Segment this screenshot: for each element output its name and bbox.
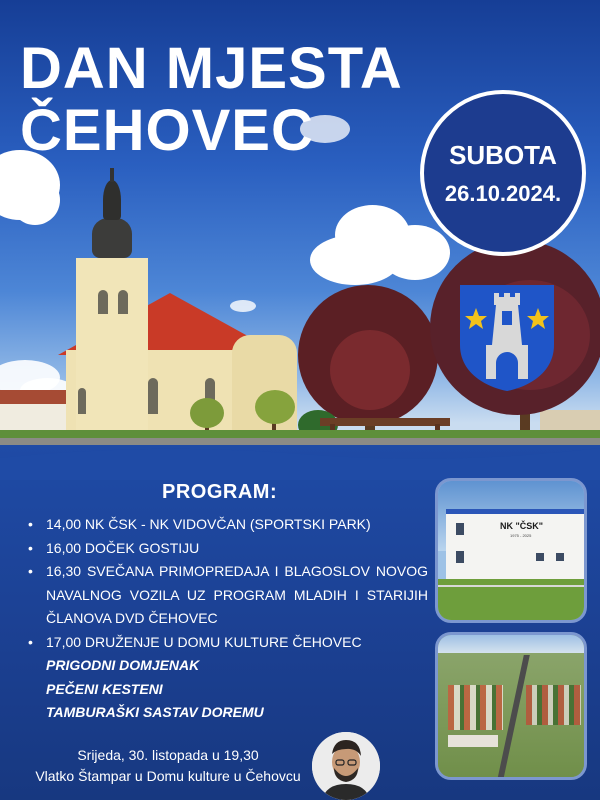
cloud — [380, 225, 450, 280]
cloud — [10, 175, 60, 225]
panel-wave — [0, 440, 600, 480]
building-sign: NK "ČSK" — [500, 521, 544, 531]
building-window — [556, 553, 564, 561]
program-item — [28, 560, 428, 631]
program-subitem: PRIGODNI DOMJENAK — [46, 657, 200, 673]
program-item — [28, 513, 428, 537]
church-belfry — [92, 218, 132, 258]
cross-icon — [110, 168, 114, 182]
event-date: 26.10.2024. — [444, 180, 562, 206]
church-window — [118, 290, 128, 314]
coat-of-arms-icon — [458, 283, 556, 393]
sky — [438, 635, 587, 653]
rooftops — [448, 685, 503, 730]
footer-line-1: Srijeda, 30. listopada u 19,30 — [77, 747, 259, 763]
footer-line-2: Vlatko Štampar u Domu kulture u Čehovcu — [35, 768, 301, 784]
date-badge — [420, 90, 586, 256]
fence — [438, 585, 587, 587]
church-spire — [103, 180, 121, 220]
program-item — [28, 631, 428, 655]
event-day: SUBOTA — [449, 139, 557, 170]
house-roof — [0, 390, 70, 404]
building-window — [536, 553, 544, 561]
building-sign-years: 1975 - 2025 — [510, 533, 532, 538]
tree — [330, 330, 410, 410]
bullet-icon: • — [28, 516, 33, 532]
building-window — [456, 523, 464, 535]
program-item-text: 14,00 NK ČSK - NK VIDOVČAN (SPORTSKI PARK) — [46, 516, 371, 532]
church-window — [148, 378, 158, 414]
program-item — [28, 537, 428, 561]
page-title — [20, 38, 403, 162]
title-line-1: DAN MJESTA — [20, 36, 403, 101]
building — [448, 735, 498, 747]
footer-announcement — [18, 745, 318, 787]
stadium-photo — [435, 478, 587, 623]
bullet-icon: • — [28, 633, 33, 650]
bullet-icon: • — [28, 539, 33, 556]
church-apse — [232, 335, 297, 440]
program-subitem: TAMBURAŠKI SASTAV DOREMU — [46, 704, 264, 720]
pergola — [320, 418, 450, 426]
program-item-text: 16,30 SVEČANA PRIMOPREDAJA I BLAGOSLOV NOVOG NAVALNOG VOZILA UZ PROGRAM MLADIH I STARIJIH ČLANOVA DVD ČEHOVEC — [46, 563, 428, 626]
rooftops — [526, 685, 581, 725]
title-line-2: ČEHOVEC — [20, 98, 314, 163]
tree — [255, 390, 295, 424]
aerial-photo — [435, 632, 587, 780]
program-heading: PROGRAM: — [162, 481, 278, 503]
program-item-text: 16,00 DOČEK GOSTIJU — [46, 539, 200, 556]
tree — [190, 398, 224, 428]
bullet-icon: • — [28, 563, 33, 579]
program-subitem: PEČENI KESTENI — [46, 680, 163, 697]
avatar — [312, 732, 380, 800]
program-item-text: 17,00 DRUŽENJE U DOMU KULTURE ČEHOVEC — [46, 633, 362, 650]
church-window — [98, 290, 108, 314]
church-tower — [76, 258, 148, 440]
church-window — [78, 388, 86, 414]
building-window — [456, 551, 464, 563]
building — [446, 509, 586, 579]
program-list — [28, 513, 428, 725]
